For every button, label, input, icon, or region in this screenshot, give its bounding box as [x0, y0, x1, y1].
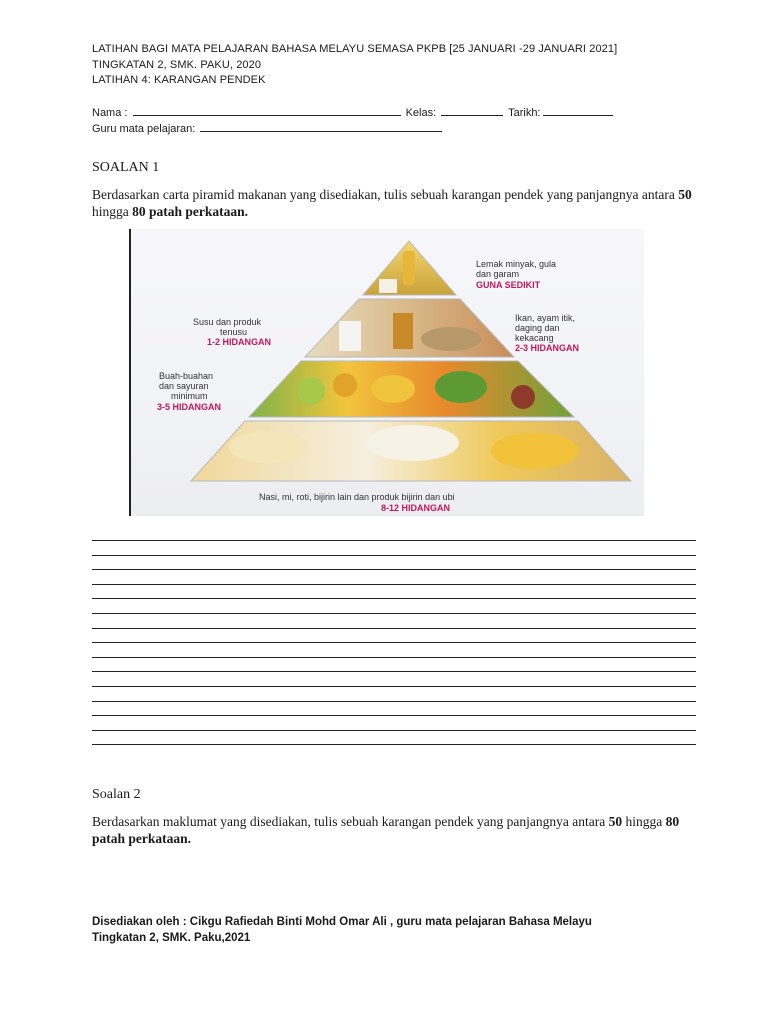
tier3-label-c: minimum [171, 391, 208, 401]
header-line-3: LATIHAN 4: KARANGAN PENDEK [92, 74, 266, 86]
writing-line[interactable] [92, 701, 696, 702]
apple-icon [297, 377, 325, 405]
writing-line[interactable] [92, 598, 696, 599]
student-info-row [92, 104, 615, 119]
tier2-right-serving: 2-3 HIDANGAN [515, 343, 580, 353]
tier3-label-a: Buah-buahan [159, 371, 214, 381]
guru-field[interactable] [200, 120, 442, 132]
writing-line[interactable] [92, 584, 696, 585]
writing-line[interactable] [92, 642, 696, 643]
tier2-left-serving: 1-2 HIDANGAN [207, 337, 272, 347]
rice-bowl-icon [367, 425, 459, 461]
food-pyramid-image [129, 229, 644, 516]
tier2-left-label-b: tenusu [220, 327, 248, 337]
tier3-serving: 3-5 HIDANGAN [157, 402, 222, 412]
writing-line[interactable] [92, 744, 696, 745]
writing-line[interactable] [92, 671, 696, 672]
soalan-2-max-words: 80 [665, 814, 680, 829]
tier4-label: Nasi, mi, roti, bijirin lain dan produk bijirin dan ubi [259, 492, 455, 502]
soalan-2-min-words: 50 [608, 814, 623, 829]
writing-line[interactable] [92, 613, 696, 614]
soalan-2-text-mid: hingga [622, 814, 666, 829]
soalan-2-text-body: Berdasarkan maklumat yang disediakan, tulis sebuah karangan pendek yang panjangnya antara [92, 814, 609, 829]
soalan-2-text-tail: patah perkataan. [92, 831, 192, 846]
guru-label: Guru mata pelajaran: [92, 123, 196, 135]
tier4-serving: 8-12 HIDANGAN [381, 503, 451, 513]
soalan-1-text [92, 186, 692, 220]
footer-line-2: Tingkatan 2, SMK. Paku,2021 [92, 932, 251, 944]
soalan-1-title: SOALAN 1 [92, 160, 160, 175]
writing-line[interactable] [92, 715, 696, 716]
meat-plate-icon [421, 327, 481, 351]
noodles-icon [491, 433, 579, 469]
writing-line[interactable] [92, 555, 696, 556]
writing-line[interactable] [92, 730, 696, 731]
tier1-serving: GUNA SEDIKIT [476, 280, 541, 290]
writing-line[interactable] [92, 628, 696, 629]
soalan-2-title: Soalan 2 [92, 787, 141, 802]
writing-line[interactable] [92, 686, 696, 687]
kelas-label: Kelas: [405, 107, 437, 119]
tier2-left-label-a: Susu dan produk [193, 317, 262, 327]
orange-icon [333, 373, 357, 397]
kelas-field[interactable] [441, 104, 503, 116]
milk-carton-icon [339, 321, 361, 351]
tier1-label-b: dan garam [476, 269, 520, 279]
header-line-2: TINGKATAN 2, SMK. PAKU, 2020 [92, 59, 262, 71]
sugar-jar-icon [379, 279, 397, 293]
food-pyramid-graphic [131, 229, 642, 516]
teacher-info-row [92, 120, 444, 135]
soalan-1-min-words: 50 [678, 187, 692, 202]
rambutan-icon [511, 385, 535, 409]
soalan-1-text-mid: hingga [92, 204, 133, 219]
bread-icon [229, 431, 309, 463]
footer-line-1: Disediakan oleh : Cikgu Rafiedah Binti Mohd Omar Ali , guru mata pelajaran Bahasa Melayu [92, 916, 592, 928]
tier1-label-a: Lemak minyak, gula [476, 259, 557, 269]
nama-field[interactable] [133, 104, 401, 116]
header-line-1: LATIHAN BAGI MATA PELAJARAN BAHASA MELAYU SEMASA PKPB [25 JANUARI -29 JANUARI 2021] [92, 43, 618, 55]
writing-line[interactable] [92, 540, 696, 541]
soalan-1-max-words: 80 [132, 204, 146, 219]
jar-icon [393, 313, 413, 349]
vegetables-icon [435, 371, 487, 403]
writing-line[interactable] [92, 569, 696, 570]
oil-bottle-icon [403, 251, 415, 285]
tier2-right-label-a: Ikan, ayam itik, [515, 313, 576, 323]
tier2-right-label-c: kekacang [515, 333, 554, 343]
tier3-label-b: dan sayuran [159, 381, 209, 391]
papaya-icon [371, 375, 415, 403]
tarikh-field[interactable] [543, 104, 613, 116]
tarikh-label: Tarikh: [508, 107, 541, 119]
soalan-2-text [92, 813, 692, 847]
writing-line[interactable] [92, 657, 696, 658]
soalan-1-text-tail: patah perkataan. [145, 204, 249, 219]
soalan-1-text-body: Berdasarkan carta piramid makanan yang disediakan, tulis sebuah karangan pendek yang panjangnya antara [92, 187, 679, 202]
nama-label: Nama : [92, 107, 128, 119]
tier2-right-label-b: daging dan [515, 323, 560, 333]
